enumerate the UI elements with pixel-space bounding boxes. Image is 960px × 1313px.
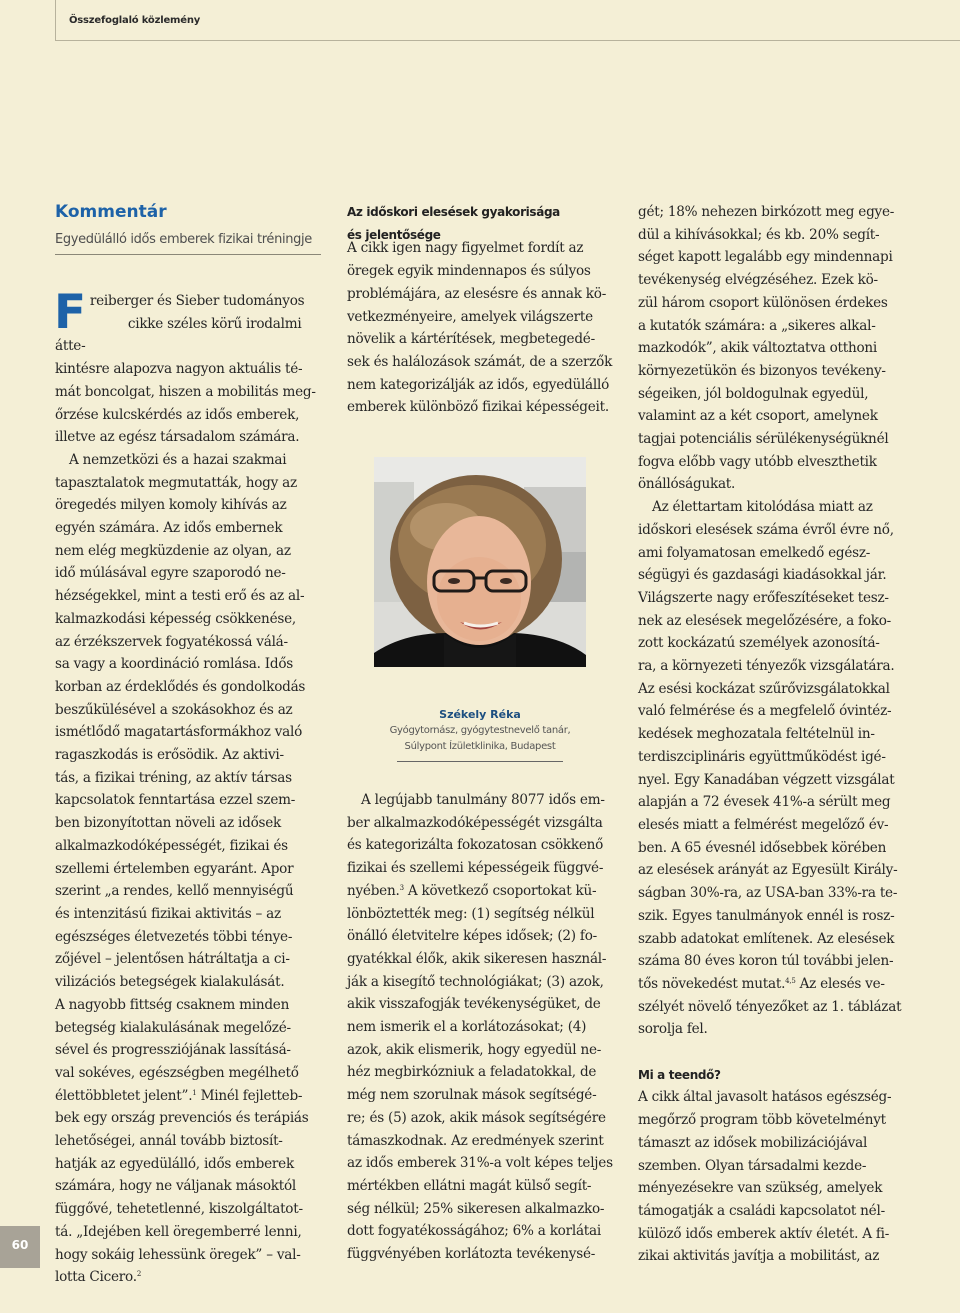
text-line: szellemi értelemben egyaránt. Apor — [55, 860, 294, 877]
text-line: ményezésekre van szükség, amelyek — [638, 1180, 883, 1197]
text-line: Az elesés ve- — [795, 975, 885, 992]
text-line: re; és (5) azok, akik mások segítségére — [347, 1109, 606, 1126]
drop-cap: F — [54, 285, 86, 340]
text-line: támaszkodnak. Az eredmények szerint — [347, 1132, 604, 1149]
text-line: bek egy ország prevenciós és terápiás — [55, 1110, 309, 1127]
text-line: szik. Egyes tanulmányok ennél is rosz- — [638, 907, 895, 924]
text-line: önállóságukat. — [638, 476, 736, 493]
body-paragraph — [347, 237, 617, 419]
text-line: az érzékszervek fogyatékossá válá- — [55, 633, 288, 650]
text-line: tás, a fizikai tréning, az aktív társas — [55, 769, 292, 786]
reference-mark: 3 — [399, 883, 404, 892]
body-paragraph — [347, 789, 617, 1266]
text-line: támogatják a családi kapcsolatot nél- — [638, 1202, 885, 1219]
text-line: lehetőségei, annál tovább biztosít- — [55, 1133, 283, 1150]
text-line: tevékenység elvégzéséhez. Ezek kö- — [638, 272, 878, 289]
text-line: A következő csoportokat kü- — [403, 882, 597, 899]
text-line: alapján a 72 évesek 41%-a sérült meg — [638, 794, 891, 811]
text-line: nyében. — [347, 882, 400, 899]
body-paragraph — [55, 449, 323, 1289]
running-header — [55, 0, 960, 41]
text-line: egészséges életvezetés többi ténye- — [55, 928, 293, 945]
reference-mark: 4,5 — [785, 976, 796, 985]
text-line: függvényében korlátozta tevékenysé- — [347, 1246, 596, 1263]
text-line: Az élettartam kitolódása miatt az — [652, 499, 873, 516]
text-line: ségeiken, jól boldogulnak egyedül, — [638, 385, 869, 402]
body-paragraph — [638, 1086, 908, 1268]
portrait-image — [374, 457, 586, 667]
text-line: mértékben ellátni magát külső segít- — [347, 1177, 592, 1194]
text-line: öregedés milyen komoly kihívás az — [55, 497, 287, 514]
text-line: és kategorizálta fokozatosan csökkenő — [347, 837, 604, 854]
text-line: nem kategorizálják az idős, egyedülálló — [347, 376, 610, 393]
text-line: az elesések arányát az Egyesült Király- — [638, 862, 898, 879]
text-line: ség nélkül; 25% sikeresen alkalmazko- — [347, 1200, 605, 1217]
text-line: hogy sokáig lehessünk öregek” – val- — [55, 1246, 301, 1263]
text-line: függővé, tehetetlenné, kiszolgáltatot- — [55, 1201, 303, 1218]
text-line: kintésre alapozva nagyon aktuális té- — [55, 361, 303, 378]
text-line: ragaszkodás is erősödik. Az aktivi- — [55, 747, 284, 764]
text-line: ják a kisegítő technológiákat; (3) azok, — [347, 973, 604, 990]
caption-name: Székely Réka — [439, 708, 521, 721]
text-line: nem ismerik el a korlátozásokat; (4) — [347, 1019, 587, 1036]
text-line: sorolja fel. — [638, 1021, 708, 1038]
text-line: növelik a kártérítések, megbetegedé- — [347, 331, 595, 348]
text-line: szerint „a rendes, kellő mennyiségű — [55, 883, 294, 900]
text-line: dül a kihívásokkal; és kb. 20% segít- — [638, 226, 880, 243]
text-line: emberek különböző fizikai képességeit. — [347, 399, 609, 416]
text-line: illetve az egész társadalom számára. — [55, 429, 300, 446]
text-line: környezetükön és bizonyos tevékeny- — [638, 362, 886, 379]
text-line: időskori elesések száma évről évre nő, — [638, 521, 894, 538]
text-line: korban az érdeklődés és gondolkodás — [55, 678, 306, 695]
title-divider — [55, 254, 321, 255]
text-line: betegség kialakulásának megelőzé- — [55, 1019, 291, 1036]
text-line: kalmazkodási képesség csökkenése, — [55, 610, 296, 627]
text-line: beszűkülésével a szokásokhoz és az — [55, 701, 293, 718]
text-line: ra, a környezeti tényezők vizsgálatára. — [638, 658, 895, 675]
text-line: nek az elesések megelőzésére, a foko- — [638, 612, 892, 629]
text-line: nyel. Egy Kanadában végzett vizsgálat — [638, 771, 895, 788]
text-line: szemben. Olyan társadalmi kezde- — [638, 1157, 867, 1174]
text-line: ismétlődő magatartásformákhoz való — [55, 724, 303, 741]
text-line: problémájára, az elesésre és annak kö- — [347, 285, 607, 302]
text-line: A cikk által javasolt hatásos egészség- — [638, 1089, 892, 1106]
text-line: önálló életvitelre képes idősek; (2) fo- — [347, 928, 597, 945]
text-line: idő múlásával egyre szaporodó ne- — [55, 565, 286, 582]
text-line: val sokéves, egészségben megélhető — [55, 1064, 299, 1081]
text-line: azok, akik elismerik, hogy egyedül ne- — [347, 1041, 602, 1058]
text-line: ségügyi és gazdasági kiadásokkal jár. — [638, 567, 887, 584]
text-line: ságban 30%-ra, az USA-ban 33%-ra te- — [638, 885, 898, 902]
text-line: megőrző program több követelményt — [638, 1112, 886, 1129]
text-line: Az esési kockázat szűrővizsgálatokkal — [638, 680, 890, 697]
text-line: zikai aktivitás javítja a mobilitást, az — [638, 1248, 880, 1265]
text-line: ber alkalmazkodóképességét vizsgálta — [347, 814, 603, 831]
text-line: ami folyamatosan emelkedő egész- — [638, 544, 871, 561]
text-line: valamint az a két csoport, amelynek — [638, 408, 878, 425]
text-line: A legújabb tanulmány 8077 idős em- — [361, 792, 605, 808]
text-line: zőjével – jelentősen hátráltatja a ci- — [55, 951, 290, 968]
text-line: séget kapott legalább egy mindennapi — [638, 249, 893, 266]
text-line: szélyét növelő tényezőket az 1. táblázat — [638, 998, 902, 1015]
section-heading: Mi a teendő? — [638, 1067, 721, 1082]
text-line: vetkezményeire, amelyek világszerte — [347, 308, 593, 325]
text-line: kedések meghozatala feltételnül in- — [638, 726, 875, 743]
text-line: tagjai potenciális sérülékenységüknél — [638, 431, 889, 448]
text-line: sa vagy a koordináció romlása. Idős — [55, 656, 294, 673]
column-2-bottom — [347, 789, 617, 1266]
caption-role: Gyógytornász, gyógytestnevelő tanár, — [389, 725, 571, 736]
text-line: tős növekedést mutat. — [638, 975, 786, 992]
reference-mark: 2 — [136, 1270, 142, 1279]
heading-line: és jelentősége — [347, 227, 441, 242]
text-line: gét; 18% nehezen birkózott meg egye- — [638, 204, 895, 220]
header-title: Összefoglaló közlemény — [69, 15, 201, 26]
column-2-top — [347, 201, 617, 419]
body-paragraph — [638, 496, 908, 1041]
text-line: kapcsolatok fenntartása ezzel szem- — [55, 792, 296, 809]
text-line: fogva előbb vagy utóbb elveszthetik — [638, 453, 877, 470]
text-line: az idős emberek 31%-a volt képes teljes — [347, 1155, 613, 1172]
text-line: hatják az egyedülálló, idős emberek — [55, 1155, 294, 1172]
author-portrait — [374, 457, 586, 667]
text-line: alkalmazkodóképességét, fizikai és — [55, 837, 288, 854]
text-line: sek és halálozások számát, de a szerzők — [347, 353, 613, 370]
text-line: A cikk igen nagy figyelmet fordít az — [347, 240, 584, 257]
text-line: egyén számára. Az idős embernek — [55, 520, 283, 537]
text-line: mát boncolgat, hiszen a mobilitás meg- — [55, 383, 316, 400]
text-line: őrzése kulcskérdés az idős emberek, — [55, 406, 300, 423]
text-line: és intenzitású fizikai aktivitás – az — [55, 905, 281, 922]
text-line: Minél fejletteb- — [196, 1087, 303, 1104]
text-line: számára, hogy ne váljanak másoktól — [55, 1178, 296, 1195]
text-line: mazkodók”, akik változtatva otthoni — [638, 340, 878, 357]
text-line: dott fogyatékosságához; 6% a korlátai — [347, 1223, 601, 1240]
caption-divider — [397, 761, 563, 762]
column-3 — [638, 201, 908, 1268]
text-line: sével és progressziójának lassításá- — [55, 1042, 291, 1059]
text-line: nem elég megküzdenie az olyan, az — [55, 542, 291, 559]
text-line: vilizációs betegségek kialakulását. — [55, 974, 285, 991]
column-1 — [54, 285, 323, 1289]
text-line: Világszerte nagy erőfeszítéseket tesz- — [638, 589, 889, 606]
reference-mark: 1 — [192, 1088, 197, 1097]
paragraph-gap — [638, 1041, 908, 1064]
heading-line: Az időskori elesések gyakorisága — [347, 205, 560, 219]
text-line: lotta Cicero. — [55, 1269, 137, 1286]
text-line: szabb adatokat említenek. Az elesések — [638, 930, 895, 947]
text-line: száma 80 éves koron túl további jelen- — [638, 953, 894, 970]
body-paragraph — [54, 285, 323, 449]
text-line: reiberger és Sieber tudományos — [89, 293, 305, 309]
text-line: ben. A 65 évesnél idősebbek körében — [638, 839, 887, 856]
text-line: való felmérése és a megfelelő óvintéz- — [638, 703, 892, 720]
text-line: tapasztalatok megmutatták, hogy az — [55, 474, 297, 491]
section-title: Kommentár — [55, 202, 167, 222]
body-paragraph — [638, 201, 908, 496]
text-line: A nagyobb fittség csaknem minden — [55, 996, 290, 1013]
text-line: tá. „Idejében kell öregemberré lenni, — [55, 1223, 302, 1240]
text-line: öregek egyik mindennapos és súlyos — [347, 263, 591, 280]
text-line: zott kockázatú személyek azonosítá- — [638, 635, 880, 652]
text-line: fizikai és szellemi képességeik függvé- — [347, 860, 604, 877]
text-line: külöző idős emberek aktív életét. A fi- — [638, 1225, 890, 1242]
text-line: zül három csoport különösen érdekes — [638, 294, 888, 311]
text-line: még nem szorulnak mások segítségé- — [347, 1087, 597, 1104]
text-line: cikke széles körű irodalmi átte- — [55, 315, 302, 355]
text-line: a kutatók számára: a „sikeres alkal- — [638, 317, 876, 334]
text-line: hézségekkel, mint a testi erő és az al- — [55, 588, 305, 605]
text-line: gyatékkal élők, akik sikeresen használ- — [347, 950, 607, 967]
page-number: 60 — [11, 1238, 29, 1252]
article-subtitle: Egyedülálló idős emberek fizikai tréningje — [55, 232, 312, 247]
text-line: A nemzetközi és a hazai szakmai — [69, 451, 287, 468]
caption-affiliation: Súlypont Ízületklinika, Budapest — [404, 741, 556, 752]
text-line: lönböztették meg: (1) segítség nélkül — [347, 905, 595, 922]
text-line: terdiszciplináris együttműködést igé- — [638, 748, 886, 765]
text-line: támaszt az idősek mobilizációjával — [638, 1134, 868, 1151]
text-line: akik visszafogják tevékenységüket, de — [347, 996, 601, 1013]
text-line: héz megbirkózniuk a feladatokkal, de — [347, 1064, 597, 1081]
text-line: ben bizonyítottan növeli az idősek — [55, 815, 282, 832]
text-line: elesés miatt a felmérést megelőző év- — [638, 816, 889, 833]
text-line: élettöbbletet jelent”. — [55, 1087, 193, 1104]
